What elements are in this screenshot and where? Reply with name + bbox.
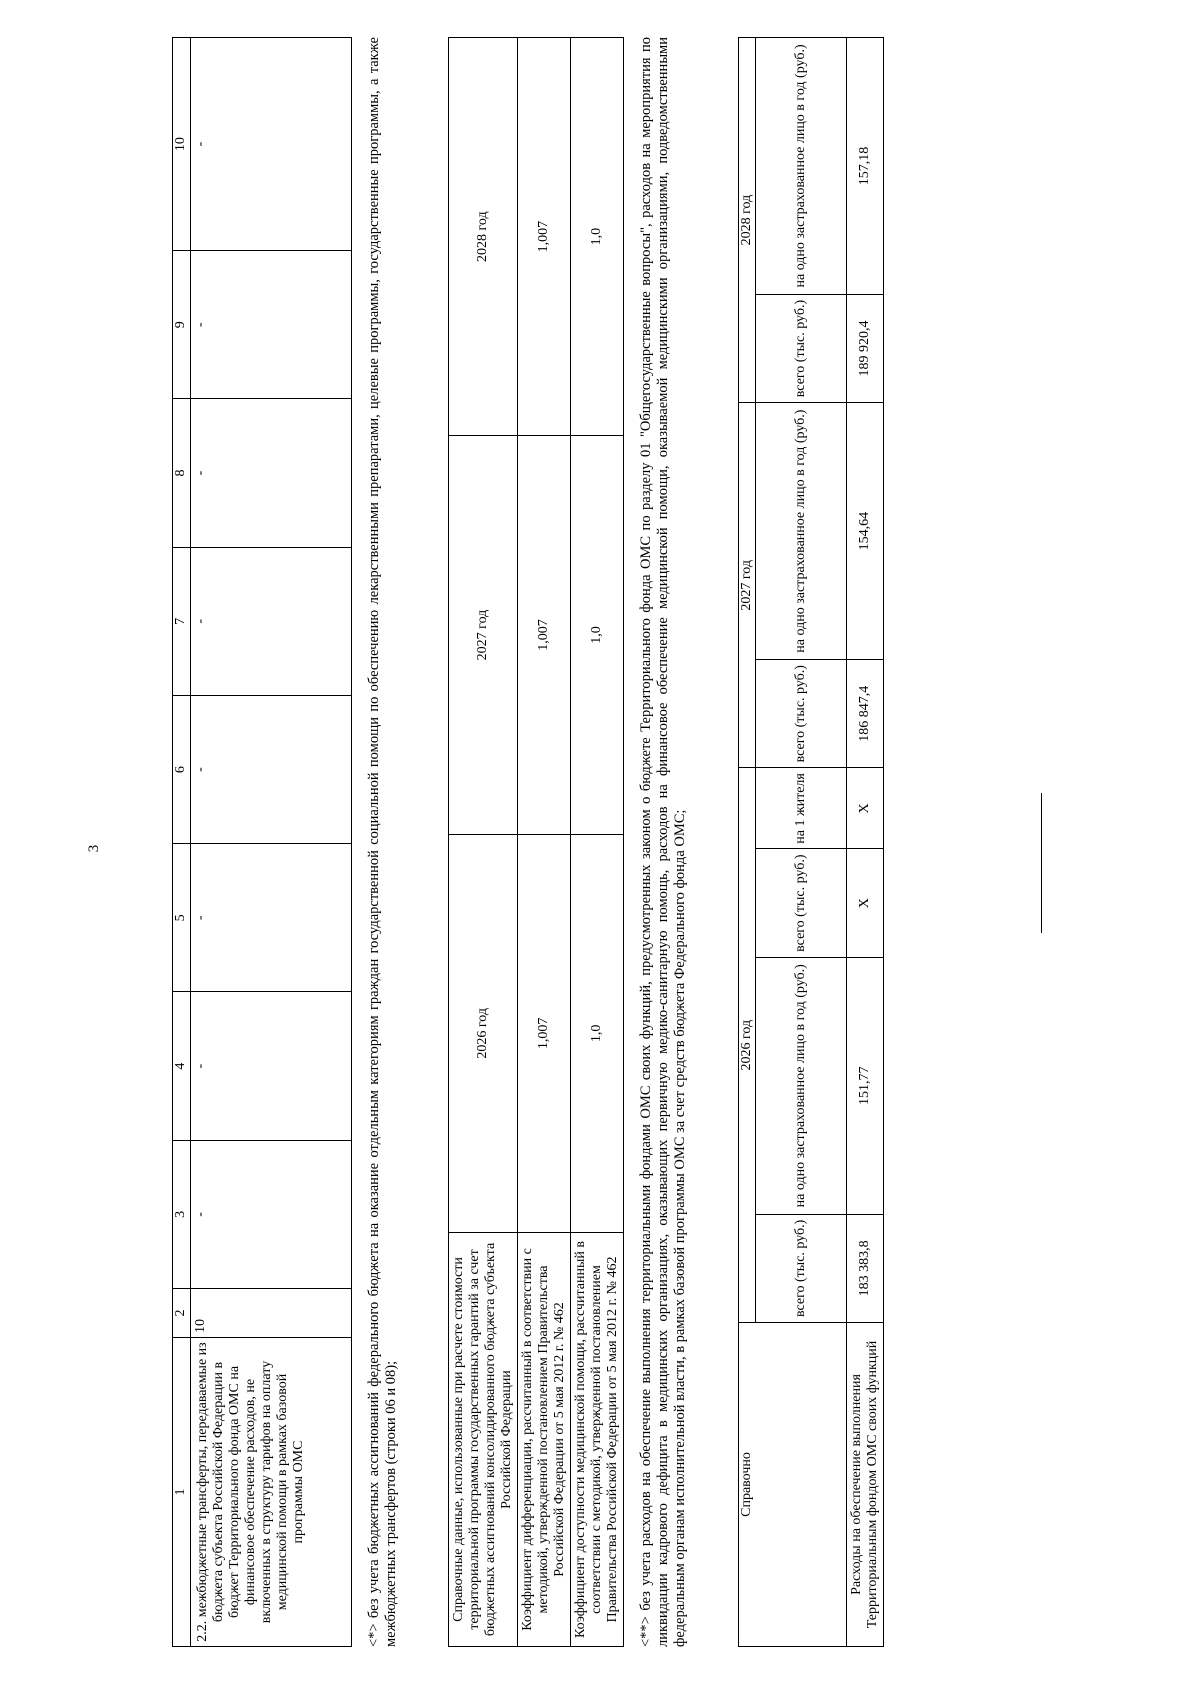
subheader-cell: всего (тыс. руб.): [756, 294, 847, 402]
closing-rule: [1041, 793, 1042, 933]
year-header: 2028 год: [739, 38, 756, 403]
table-cell: 154,64: [847, 403, 884, 660]
table-cell: 1,007: [518, 834, 571, 1232]
table-cell: 1,007: [518, 436, 571, 834]
table-cell: 157,18: [847, 38, 884, 295]
table-cell: 2027 год: [449, 436, 518, 834]
column-number: 5: [173, 844, 191, 992]
table-cell: -: [191, 38, 352, 251]
table-cell: -: [191, 844, 352, 992]
column-number: 1: [173, 1338, 191, 1647]
row-label: 2.2. межбюджетные трансферты, передаваемые из бюджета субъекта Российской Федерации в бюджет Территориального фонда ОМС на финансовое обеспечение расходов, не включенных в структуру тарифов на оплату медицинской помощи в рамках базовой программы ОМС: [191, 1338, 352, 1647]
row-label: Коэффициент доступности медицинской помощи, рассчитанный в соответствии с методикой, утвержденной постановлением Правительства Российской Федерации от 5 мая 2012 г. № 462: [571, 1233, 624, 1647]
table-cell: -: [191, 399, 352, 547]
column-number-row: [173, 38, 191, 1647]
footnote-1: <*> без учета бюджетных ассигнований федерального бюджета на оказание отдельным категориям граждан государственной социальной помощи по обеспечению лекарственными препаратами, целевые программы, государственные программы, а также межбюджетных трансфертов (строки 06 и 08);: [366, 37, 399, 1647]
table-cell: -: [191, 1140, 352, 1288]
column-number: 9: [173, 251, 191, 399]
reference-table: [738, 37, 884, 1647]
table-row: [518, 38, 571, 1647]
table-cell: 1,007: [518, 38, 571, 436]
page-number: 3: [86, 844, 102, 853]
row-label: Справочные данные, использованные при расчете стоимости территориальной программы государственных гарантий за счет бюджетных ассигнований консолидированного бюджета субъекта Российской Федерации: [449, 1233, 518, 1647]
column-number: 4: [173, 992, 191, 1140]
column-number: 6: [173, 695, 191, 843]
table-cell: 183 383,8: [847, 1214, 884, 1322]
subheader-cell: всего (тыс. руб.): [756, 660, 847, 768]
table-cell: -: [191, 992, 352, 1140]
subheader-cell: на одно застрахованное лицо в год (руб.): [756, 38, 847, 295]
table-cell: 1,0: [571, 834, 624, 1232]
table-cell: -: [191, 251, 352, 399]
year-row: [739, 38, 756, 1647]
table-cell: 1,0: [571, 38, 624, 436]
table-cell: 186 847,4: [847, 660, 884, 768]
row-label: Расходы на обеспечение выполнения Территориальным фондом ОМС своих функций: [847, 1323, 884, 1647]
column-number: 7: [173, 547, 191, 695]
subheader-cell: на одно застрахованное лицо в год (руб.): [756, 957, 847, 1214]
table-cell: 151,77: [847, 957, 884, 1214]
year-header: 2027 год: [739, 403, 756, 768]
table-row: [191, 38, 352, 1647]
subheader-cell: на одно застрахованное лицо в год (руб.): [756, 403, 847, 660]
table-cell: -: [191, 695, 352, 843]
table-cell: 1,0: [571, 436, 624, 834]
column-number: 2: [173, 1289, 191, 1338]
column-number: 8: [173, 399, 191, 547]
column-number: 3: [173, 1140, 191, 1288]
table-cell: X: [847, 849, 884, 957]
coefficients-table: [448, 37, 624, 1647]
row-label: Коэффициент дифференциации, рассчитанный в соответствии с методикой, утвержденной постановлением Правительства Российской Федерации от 5 мая 2012 г. № 462: [518, 1233, 571, 1647]
table-cell: -: [191, 547, 352, 695]
table-row: [449, 38, 518, 1647]
transfers-table: [172, 37, 352, 1647]
year-header: 2026 год: [739, 768, 756, 1323]
footnote-2: <**> без учета расходов на обеспечение выполнения территориальными фондами ОМС своих функций, предусмотренных законом о бюджете Территориального фонда ОМС по разделу 01 "Общегосударственные вопросы", расходов на мероприятия по ликвидации кадрового дефицита в медицинских организациях, оказывающих первичную медико-санитарную помощь, расходов на финансовое обеспечение медицинской помощи, оказываемой медицинскими организациями, подведомственными федеральным органам исполнительной власти, в рамках базовой программы ОМС за счет средств бюджета Федерального фонда ОМС;: [638, 37, 688, 1647]
subheader-cell: всего (тыс. руб.): [756, 849, 847, 957]
subheader-cell: всего (тыс. руб.): [756, 1214, 847, 1322]
table-cell: X: [847, 768, 884, 849]
table-cell: 189 920,4: [847, 294, 884, 402]
reference-header: Справочно: [739, 1323, 847, 1647]
table-cell: 2028 год: [449, 38, 518, 436]
subheader-cell: на 1 жителя: [756, 768, 847, 849]
table-row: [847, 38, 884, 1647]
table-cell: 2026 год: [449, 834, 518, 1232]
table-row: [571, 38, 624, 1647]
row-code: 10: [191, 1289, 352, 1338]
column-number: 10: [173, 38, 191, 251]
